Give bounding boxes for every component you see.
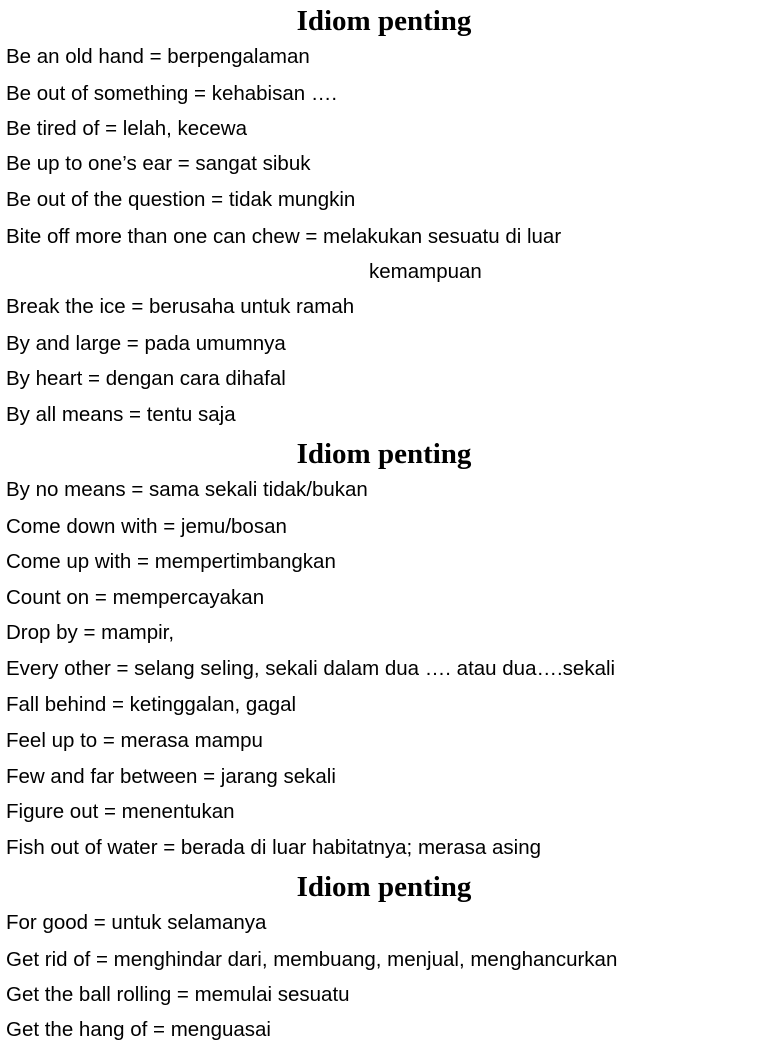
section-heading: Idiom penting <box>296 5 472 37</box>
idiom-line: Count on = mempercayakan <box>6 586 265 609</box>
idiom-line: Be out of something = kehabisan …. <box>6 82 338 105</box>
idiom-line: Feel up to = merasa mampu <box>6 729 263 752</box>
idiom-line: Be tired of = lelah, kecewa <box>6 117 248 140</box>
idiom-line: Come down with = jemu/bosan <box>6 515 287 538</box>
section-heading: Idiom penting <box>296 871 472 903</box>
idiom-line: Be up to one’s ear = sangat sibuk <box>6 152 311 175</box>
idiom-line-continuation: kemampuan <box>369 260 482 283</box>
idiom-line: Bite off more than one can chew = melakukan sesuatu di luar <box>6 225 562 248</box>
idiom-line: Few and far between = jarang sekali <box>6 765 336 788</box>
idiom-line: By and large = pada umumnya <box>6 332 286 355</box>
section-heading: Idiom penting <box>296 438 472 470</box>
idiom-line: Be an old hand = berpengalaman <box>6 45 310 68</box>
idiom-line: Every other = selang seling, sekali dalam dua …. atau dua….sekali <box>6 657 616 680</box>
idiom-line: Get the hang of = menguasai <box>6 1018 271 1041</box>
idiom-line: Get rid of = menghindar dari, membuang, menjual, menghancurkan <box>6 948 618 971</box>
idiom-line: Fall behind = ketinggalan, gagal <box>6 693 297 716</box>
idiom-line: Get the ball rolling = memulai sesuatu <box>6 983 350 1006</box>
idiom-line: Fish out of water = berada di luar habitatnya; merasa asing <box>6 836 542 859</box>
idiom-line: Break the ice = berusaha untuk ramah <box>6 295 355 318</box>
idiom-line: Drop by = mampir, <box>6 621 175 644</box>
idiom-line: For good = untuk selamanya <box>6 911 267 934</box>
idiom-line: Come up with = mempertimbangkan <box>6 550 336 573</box>
idiom-line: By all means = tentu saja <box>6 403 236 426</box>
idiom-line: Figure out = menentukan <box>6 800 235 823</box>
idiom-line: By heart = dengan cara dihafal <box>6 367 286 390</box>
idiom-line: Be out of the question = tidak mungkin <box>6 188 356 211</box>
idiom-line: By no means = sama sekali tidak/bukan <box>6 478 368 501</box>
